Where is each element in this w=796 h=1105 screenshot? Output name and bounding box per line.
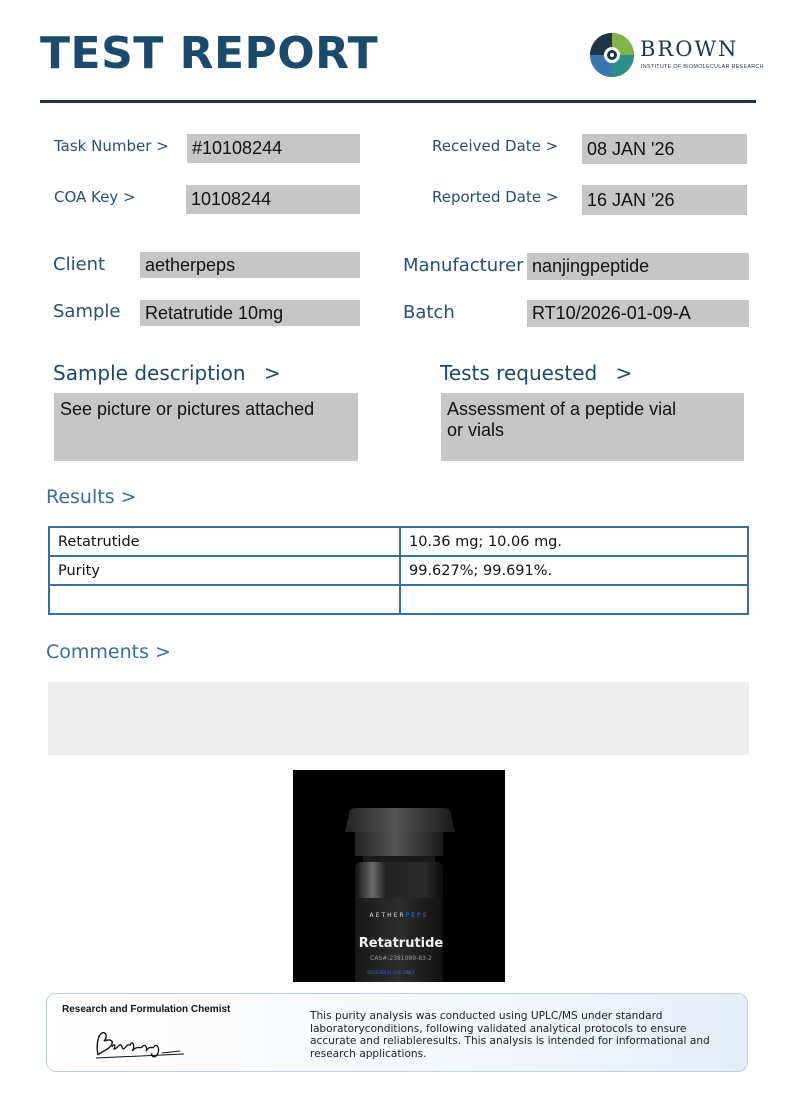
tests-requested-line: or vials <box>447 420 505 440</box>
vial-cas-number: CAS#:2381089-83-2 <box>370 955 432 962</box>
result-name-cell: Retatrutide <box>49 527 400 556</box>
task-number-label: Task Number > <box>54 137 169 155</box>
received-date-label: Received Date > <box>432 137 559 155</box>
vial-brand-text <box>370 912 429 919</box>
results-heading: Results > <box>46 486 137 508</box>
results-table <box>48 526 749 615</box>
coa-key-field: 10108244 <box>186 185 360 214</box>
reported-date-field: 16 JAN '26 <box>582 185 747 215</box>
chevron-right-icon: > <box>615 361 633 385</box>
manufacturer-field: nanjingpeptide <box>527 253 749 280</box>
result-value-cell: 99.627%; 99.691%. <box>400 556 748 585</box>
sample-description-label: Sample description <box>53 361 246 385</box>
sample-label: Sample <box>53 301 121 322</box>
result-name-cell <box>49 585 400 614</box>
report-title: TEST REPORT <box>40 28 379 79</box>
vial-brand-left: AETHER <box>369 912 406 919</box>
tests-requested-heading <box>440 361 632 385</box>
client-label: Client <box>53 254 106 275</box>
tests-requested-line: Assessment of a peptide vial <box>447 399 677 419</box>
coa-key-label: COA Key > <box>54 188 136 206</box>
table-row <box>49 556 748 585</box>
sample-description-box: See picture or pictures attached <box>54 393 358 461</box>
disclaimer-text: This purity analysis was conducted using UPLC/MS under standard laboratoryconditions, following validated analytical protocols to ensure accurate and reliableresults. This analysis is intended for informational and research applications. <box>310 1010 710 1060</box>
result-name-cell: Purity <box>49 556 400 585</box>
task-number-field: #10108244 <box>187 134 360 163</box>
brand-subtitle: INSTITUTE OF BIOMOLECULAR RESEARCH <box>641 64 764 70</box>
tests-requested-box <box>441 393 744 461</box>
sample-field: Retatrutide 10mg <box>140 300 360 326</box>
result-value-cell <box>400 585 748 614</box>
batch-label: Batch <box>403 302 455 323</box>
product-vial-image <box>293 770 505 982</box>
manufacturer-label: Manufacturer <box>403 255 524 276</box>
vial-usage-note: RESEARCH USE ONLY <box>367 971 415 976</box>
client-field: aetherpeps <box>140 252 360 278</box>
vial-brand-right: PEPS <box>405 912 429 919</box>
result-value-cell: 10.36 mg; 10.06 mg. <box>400 527 748 556</box>
reported-date-label: Reported Date > <box>432 188 559 206</box>
chemist-label: Research and Formulation Chemist <box>62 1004 231 1015</box>
received-date-field: 08 JAN '26 <box>582 134 747 164</box>
tests-requested-label: Tests requested <box>440 361 598 385</box>
chevron-right-icon: > <box>263 361 281 385</box>
table-row <box>49 585 748 614</box>
table-row <box>49 527 748 556</box>
vial-product-name: Retatrutide <box>358 936 444 951</box>
batch-field: RT10/2026-01-09-A <box>527 300 749 327</box>
comments-box <box>48 682 749 755</box>
chemist-signature <box>92 1027 188 1063</box>
brand-name: BROWN <box>640 37 739 61</box>
header-rule <box>40 100 756 103</box>
institute-logo-icon <box>589 32 635 78</box>
sample-description-heading <box>53 361 281 385</box>
comments-heading: Comments > <box>46 641 171 663</box>
